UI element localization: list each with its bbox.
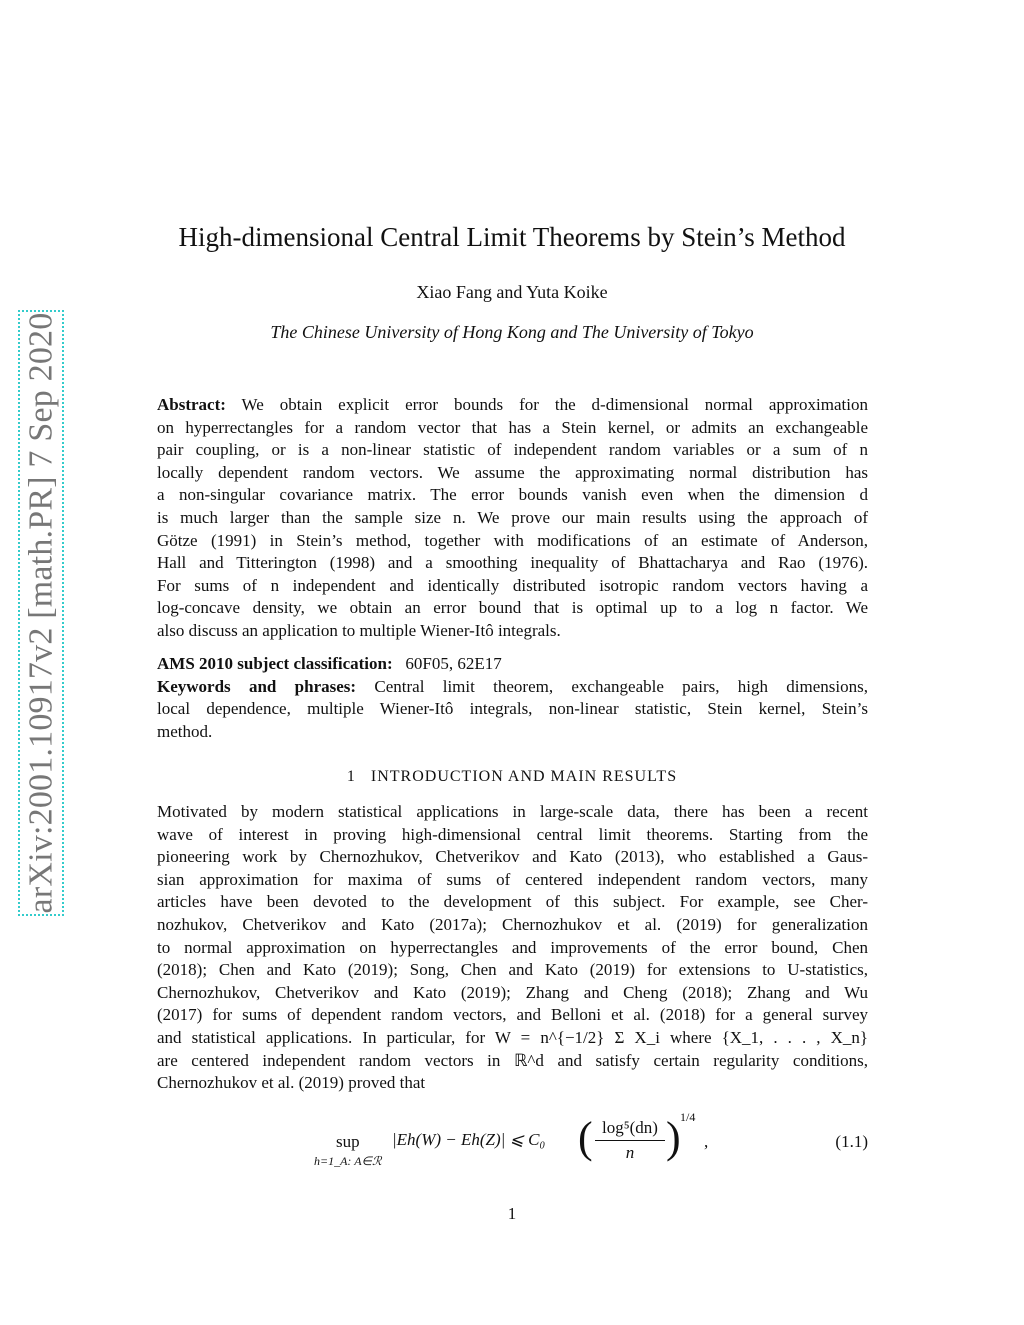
abstract-line: log-concave density, we obtain an error bound that is optimal up to a log n factor. We xyxy=(157,598,868,618)
equation-denominator: n xyxy=(625,1143,635,1162)
intro-line[interactable]: nozhukov, Chetverikov and Kato (2017a); Chernozhukov et al. (2019) for generalization xyxy=(157,914,868,934)
ams-label: AMS 2010 subject classification: xyxy=(157,654,393,673)
intro-line: wave of interest in proving high-dimensional central limit theorems. Starting from the xyxy=(157,824,868,844)
keywords-line: local dependence, multiple Wiener-Itô integrals, non-linear statistic, Stein kernel, Stein’s xyxy=(157,699,868,719)
equation-sup-operator: sup xyxy=(336,1132,360,1151)
abstract-line: on hyperrectangles for a random vector that has a Stein kernel, or admits an exchangeable xyxy=(157,417,868,437)
intro-line[interactable]: articles have been devoted to the development of this subject. For example, see Cher- xyxy=(157,892,868,912)
paper-authors: Xiao Fang and Yuta Koike xyxy=(416,282,608,302)
equation-number: (1.1) xyxy=(835,1132,868,1151)
paper-title: High-dimensional Central Limit Theorems by Stein’s Method xyxy=(178,222,846,252)
ams-line xyxy=(157,653,868,676)
page-number: 1 xyxy=(507,1204,517,1223)
equation-fraction xyxy=(595,1118,665,1163)
intro-line[interactable]: to normal approximation on hyperrectangles and improvements of the error bound, Chen xyxy=(157,937,868,957)
intro-line: sian approximation for maxima of sums of centered independent random vectors, many xyxy=(157,869,868,889)
abstract-line: a non-singular covariance matrix. The error bounds vanish even when the dimension d xyxy=(157,485,868,505)
introduction-paragraph xyxy=(157,801,868,1095)
equation-comma: , xyxy=(704,1132,709,1151)
abstract-line: Götze (1991) in Stein’s method, together with modifications of an estimate of Anderson, xyxy=(157,530,868,550)
abstract-line: is much larger than the sample size n. We prove our main results using the approach of xyxy=(157,507,868,527)
intro-line[interactable]: Chernozhukov et al. (2019) proved that xyxy=(157,1073,426,1093)
arxiv-identifier-stamp[interactable] xyxy=(18,310,64,916)
section-heading xyxy=(0,768,1024,786)
abstract-block xyxy=(157,394,868,643)
abstract-line: For sums of n independent and identically distributed isotropic random vectors having a xyxy=(157,575,868,595)
right-paren-icon: ) xyxy=(666,1113,681,1162)
keywords-line: Keywords and phrases: Central limit theorem, exchangeable pairs, high dimensions, xyxy=(157,676,869,696)
intro-line[interactable]: Chernozhukov, Chetverikov and Kato (2019); Zhang and Cheng (2018); Zhang and Wu xyxy=(157,982,868,1002)
abstract-line: pair coupling, or is a non-linear statistic of independent random variables or a sum of n xyxy=(157,440,868,460)
abstract-label: Abstract: xyxy=(157,395,226,414)
equation-exponent: 1/4 xyxy=(680,1110,696,1124)
intro-line[interactable]: (2018); Chen and Kato (2019); Song, Chen and Kato (2019) for extensions to U-statistics, xyxy=(157,960,868,980)
intro-line: are centered independent random vectors in ℝ^d and satisfy certain regularity conditions, xyxy=(157,1050,868,1070)
intro-line[interactable]: pioneering work by Chernozhukov, Chetverikov and Kato (2013), who established a Gaus- xyxy=(157,847,868,867)
section-number: 1 xyxy=(346,768,356,785)
intro-line: Motivated by modern statistical applications in large-scale data, there has been a recent xyxy=(157,802,868,821)
classification-block xyxy=(157,653,868,743)
abstract-line: locally dependent random vectors. We assume the approximating normal distribution has xyxy=(157,462,868,482)
display-equation-1-1 xyxy=(300,1110,868,1170)
keywords-label: Keywords and phrases: xyxy=(157,676,357,696)
ams-codes: 60F05, 62E17 xyxy=(405,654,502,673)
abstract-line: also discuss an application to multiple Wiener-Itô integrals. xyxy=(157,620,561,640)
arxiv-identifier-text: arXiv:2001.10917v2 [math.PR] 7 Sep 2020 xyxy=(22,312,59,914)
equation-body: |Eh(W) − Eh(Z)| ⩽ C₀ xyxy=(392,1130,546,1149)
intro-line[interactable]: (2017) for sums of dependent random vectors, and Belloni et al. (2018) for a general survey xyxy=(157,1005,868,1025)
abstract-line: Abstract: We obtain explicit error bounds for the d-dimensional normal approximation xyxy=(157,395,868,414)
equation-subscript: h=1_A: A∈ℛ xyxy=(314,1154,382,1168)
intro-line: and statistical applications. In particular, for W = n^{−1/2} Σ X_i where {X_1, . . . , X_n} xyxy=(157,1027,868,1047)
equation-numerator: log⁵(dn) xyxy=(595,1118,665,1141)
abstract-line: Hall and Titterington (1998) and a smoothing inequality of Bhattacharya and Rao (1976). xyxy=(157,553,868,573)
left-paren-icon: ( xyxy=(578,1113,593,1162)
keywords-line: method. xyxy=(157,721,213,741)
paper-affiliation: The Chinese University of Hong Kong and The University of Tokyo xyxy=(270,322,754,342)
section-title: INTRODUCTION AND MAIN RESULTS xyxy=(370,768,678,785)
